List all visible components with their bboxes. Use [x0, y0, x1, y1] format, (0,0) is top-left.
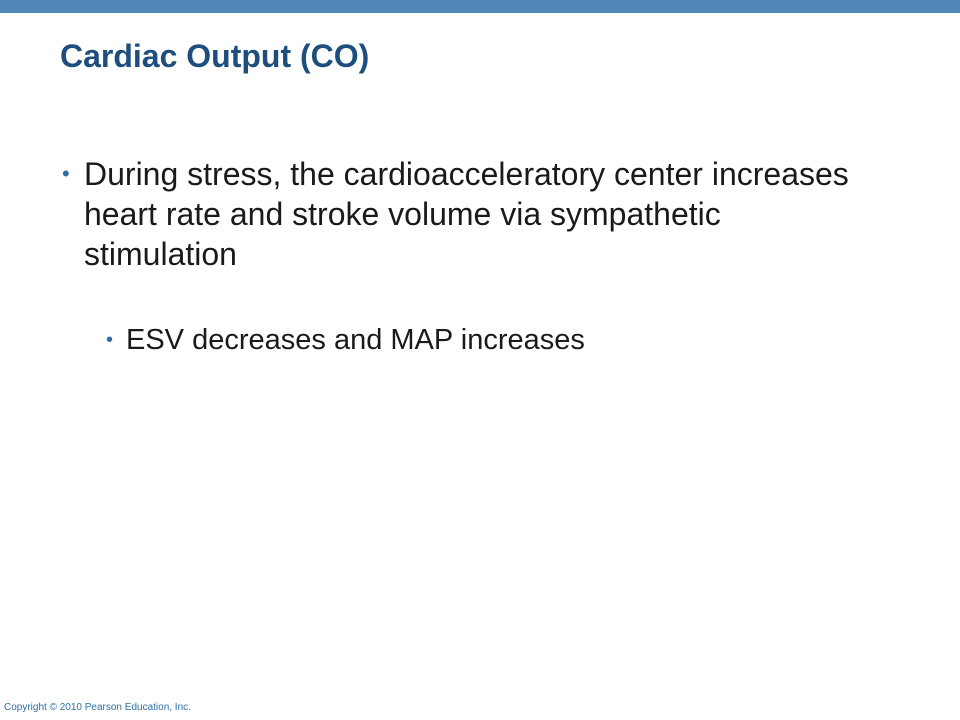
sub-bullet-dot-icon: •: [106, 329, 114, 351]
bullet-text: During stress, the cardioacceleratory center increases heart rate and stroke volume via sympathetic stimulation: [84, 156, 849, 272]
top-accent-bar: [0, 0, 960, 13]
bullet-item: [62, 154, 882, 274]
bullet-dot-icon: •: [62, 161, 70, 186]
sub-bullet-text: ESV decreases and MAP increases: [126, 324, 585, 356]
copyright-notice: Copyright © 2010 Pearson Education, Inc.: [4, 702, 191, 713]
slide-title: Cardiac Output (CO): [60, 38, 370, 74]
sub-bullet-item: [106, 320, 886, 360]
